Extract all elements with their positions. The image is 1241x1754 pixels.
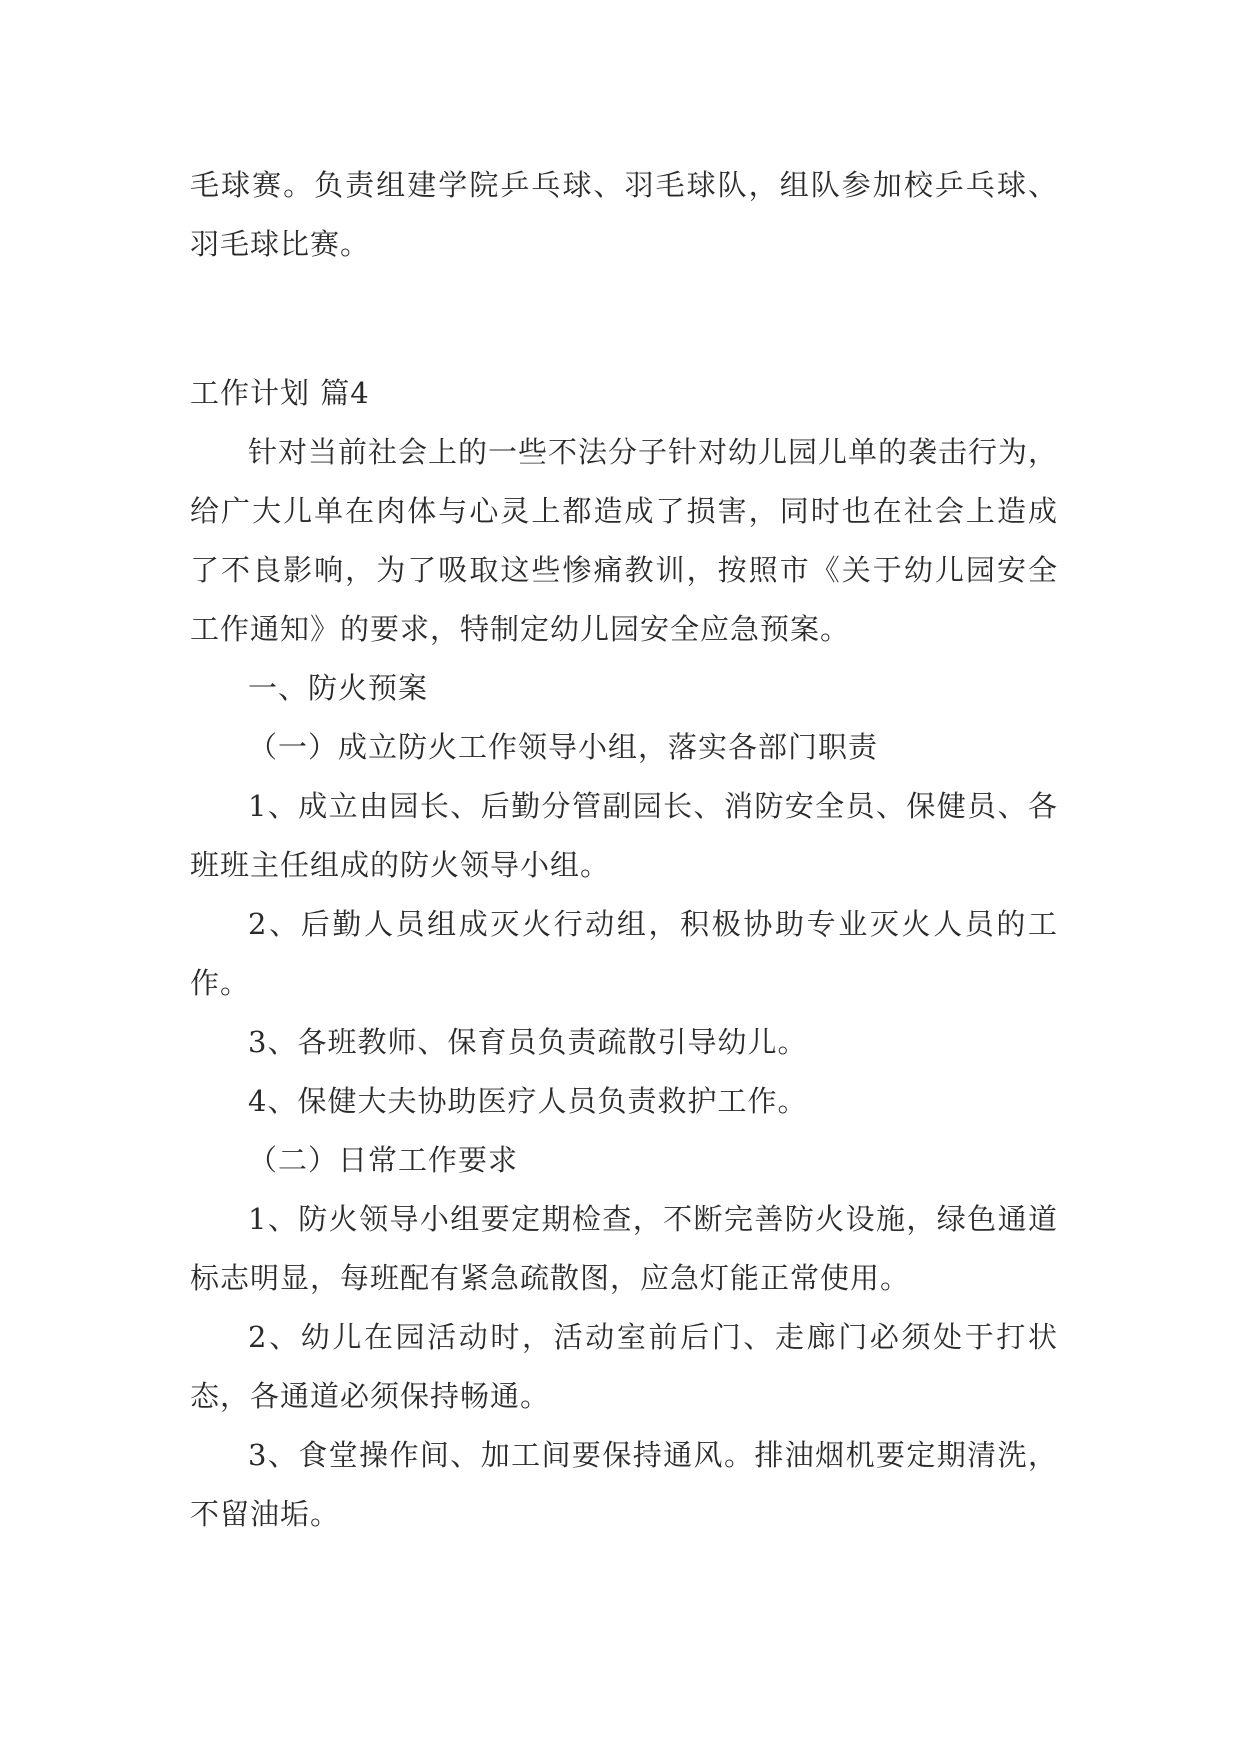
list-item: 2、后勤人员组成灭火行动组，积极协助专业灭火人员的工作。: [190, 907, 1058, 1000]
intro-paragraph: 针对当前社会上的一些不法分子针对幼儿园儿单的袭击行为，给广大儿单在肉体与心灵上都造成了损害，同时也在社会上造成了不良影响，为了吸取这些惨痛教训，按照市《关于幼儿园安全工作通知》的要求，特制定幼儿园安全应急预案。: [190, 435, 1059, 646]
list-item: 3、食堂操作间、加工间要保持通风。排油烟机要定期清洗，不留油垢。: [190, 1438, 1058, 1531]
section-title: 工作计划 篇4: [190, 376, 370, 410]
list-item: 4、保健大夫协助医疗人员负责救护工作。: [248, 1084, 808, 1118]
document-body: [190, 156, 1058, 1544]
list-item: 1、防火领导小组要定期检查，不断完善防火设施，绿色通道标志明显，每班配有紧急疏散图，应急灯能正常使用。: [190, 1202, 1058, 1295]
heading-fire-plan: 一、防火预案: [248, 671, 429, 705]
list-item: 1、成立由园长、后勤分管副园长、消防安全员、保健员、各班班主任组成的防火领导小组。: [190, 789, 1058, 882]
subheading-leadership-group: （一）成立防火工作领导小组，落实各部门职责: [248, 730, 879, 764]
list-item: 3、各班教师、保育员负责疏散引导幼儿。: [248, 1025, 808, 1059]
continuation-paragraph: 毛球赛。负责组建学院乒乓球、羽毛球队，组队参加校乒乓球、羽毛球比赛。: [190, 168, 1058, 261]
subheading-daily-requirements: （二）日常工作要求: [248, 1143, 519, 1177]
list-item: 2、幼儿在园活动时，活动室前后门、走廊门必须处于打状态，各通道必须保持畅通。: [190, 1320, 1058, 1413]
